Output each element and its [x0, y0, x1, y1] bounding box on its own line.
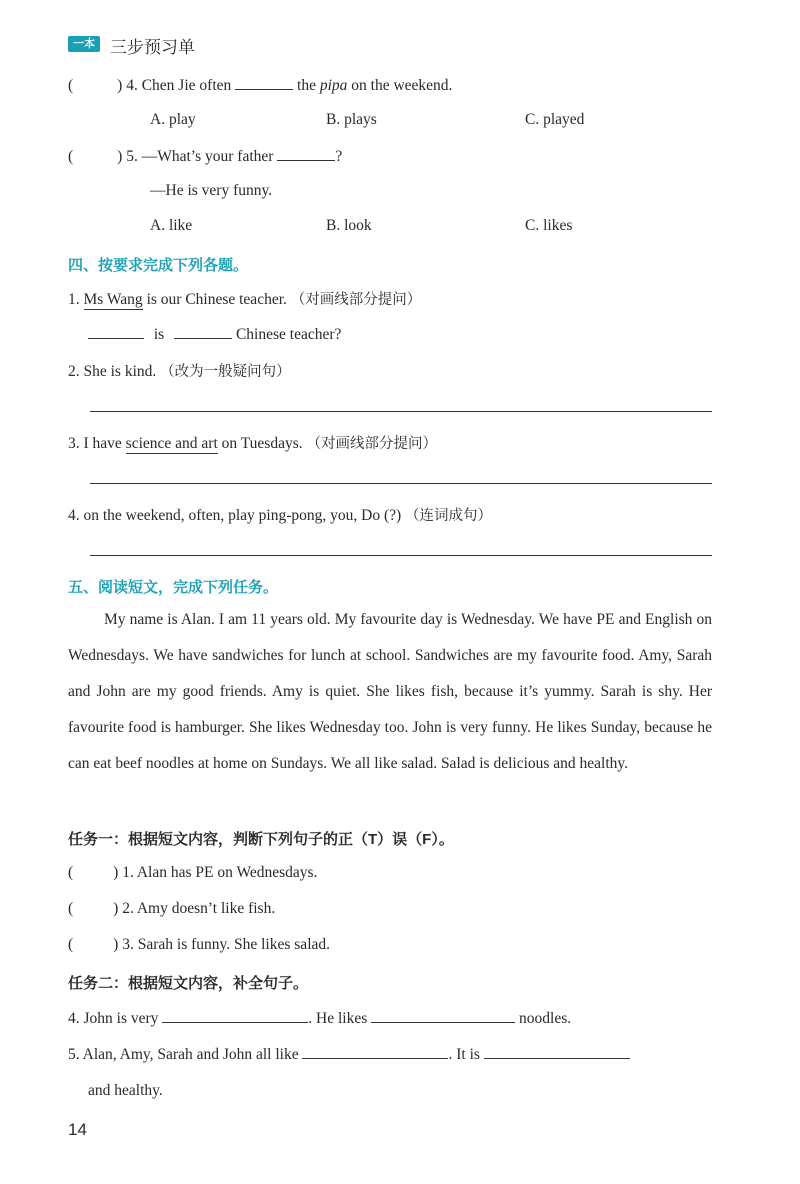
answer-paren-close: ) [113, 900, 119, 917]
question-text: the [297, 77, 316, 94]
answer-blank[interactable] [484, 1044, 630, 1059]
tf-item-2 [68, 900, 275, 918]
brand-logo: 一本 [68, 36, 100, 52]
answer-paren-open: ( [68, 77, 74, 94]
question-text: . He likes [308, 1010, 368, 1027]
question-text: 4. John is very [68, 1010, 159, 1027]
question-number: 4. [126, 77, 138, 94]
question-number: 5. [126, 148, 138, 165]
answer-blank[interactable] [174, 324, 232, 339]
question-number: 1. [68, 291, 80, 308]
instruction-note: （对画线部分提问） [306, 436, 437, 452]
answer-blank[interactable] [162, 1008, 308, 1023]
statement-text: 3. Sarah is funny. She likes salad. [122, 936, 331, 953]
option-c[interactable]: C. played [525, 111, 585, 128]
question-text: on the weekend, often, play ping-pong, you, Do (?) [83, 507, 402, 524]
s4-q2 [68, 360, 291, 381]
question-number: 2. [68, 363, 80, 380]
passage-text: My name is Alan. I am 11 years old. My favourite day is Wednesday. We have PE and English on Wednesdays. We have sandwiches for lunch at school. Sandwiches are my favourite food. Amy, Sarah and John are my good friends. Amy is quiet. She likes fish, because it’s yummy. Sarah is shy. Her favourite food is hamburger. She likes Wednesday too. John is very funny. He likes Sunday, because he can eat beef noodles at home on Sundays. We all like salad. Salad is delicious and healthy. [68, 611, 712, 772]
fill-q5 [68, 1044, 630, 1064]
question-text: Chen Jie often [141, 77, 232, 94]
s4-q1-answer [88, 324, 341, 344]
question-text: 5. Alan, Amy, Sarah and John all like [68, 1046, 299, 1063]
mc-q5 [68, 146, 342, 166]
option-c[interactable]: C. likes [525, 217, 573, 234]
s4-q4 [68, 504, 492, 525]
answer-paren-open: ( [68, 148, 74, 165]
answer-paren-open: ( [68, 864, 74, 881]
underlined-phrase: science and art [125, 435, 218, 452]
answer-line[interactable] [90, 483, 712, 484]
answer-line[interactable] [90, 555, 712, 556]
question-text: —What’s your father [141, 148, 274, 165]
tf-item-1 [68, 864, 317, 882]
answer-blank[interactable] [371, 1008, 515, 1023]
question-text: I have [83, 435, 122, 452]
option-a[interactable]: A. like [150, 217, 193, 234]
fill-q5-continuation: and healthy. [88, 1082, 163, 1099]
section-4-heading: 四、按要求完成下列各题。 [68, 257, 249, 274]
answer-paren-close: ) [117, 148, 123, 165]
question-text: on Tuesdays. [221, 435, 303, 452]
statement-text: 1. Alan has PE on Wednesdays. [122, 864, 318, 881]
task-1-heading: 任务一：根据短文内容，判断下列句子的正（T）误（F）。 [68, 831, 454, 848]
option-b[interactable]: B. look [326, 217, 372, 234]
question-text: She is kind. [83, 363, 157, 380]
answer-line[interactable] [90, 411, 712, 412]
section-5-heading: 五、阅读短文，完成下列任务。 [68, 579, 279, 596]
question-number: 4. [68, 507, 80, 524]
instruction-note: （改为一般疑问句） [160, 364, 291, 380]
question-text: ? [335, 148, 343, 165]
statement-text: 2. Amy doesn’t like fish. [122, 900, 276, 917]
dialogue-answer: —He is very funny. [150, 182, 273, 199]
answer-blank[interactable] [302, 1044, 448, 1059]
reading-passage [68, 602, 712, 782]
tf-item-3 [68, 936, 330, 954]
mc-q4 [68, 75, 452, 95]
answer-paren-close: ) [117, 77, 123, 94]
answer-paren-open: ( [68, 900, 74, 917]
s4-q1 [68, 288, 421, 309]
answer-blank[interactable] [235, 75, 293, 90]
italic-word: pipa [319, 77, 348, 94]
instruction-note: （连词成句） [405, 508, 493, 524]
header-title: 三步预习单 [110, 38, 195, 57]
s4-q3 [68, 432, 437, 453]
question-text: on the weekend. [351, 77, 453, 94]
option-b[interactable]: B. plays [326, 111, 377, 128]
question-text: is our Chinese teacher. [146, 291, 287, 308]
task-2-heading: 任务二：根据短文内容，补全句子。 [68, 975, 309, 992]
question-number: 3. [68, 435, 80, 452]
underlined-phrase: Ms Wang [83, 291, 143, 308]
option-a[interactable]: A. play [150, 111, 196, 128]
instruction-note: （对画线部分提问） [290, 292, 422, 308]
answer-paren-close: ) [113, 936, 119, 953]
answer-blank[interactable] [277, 146, 335, 161]
question-text: noodles. [519, 1010, 572, 1027]
answer-text: is [153, 326, 165, 343]
answer-paren-open: ( [68, 936, 74, 953]
answer-blank[interactable] [88, 324, 144, 339]
page-number: 14 [68, 1120, 87, 1139]
fill-q4 [68, 1008, 571, 1028]
answer-text: Chinese teacher? [235, 326, 342, 343]
answer-paren-close: ) [113, 864, 119, 881]
question-text: . It is [448, 1046, 480, 1063]
